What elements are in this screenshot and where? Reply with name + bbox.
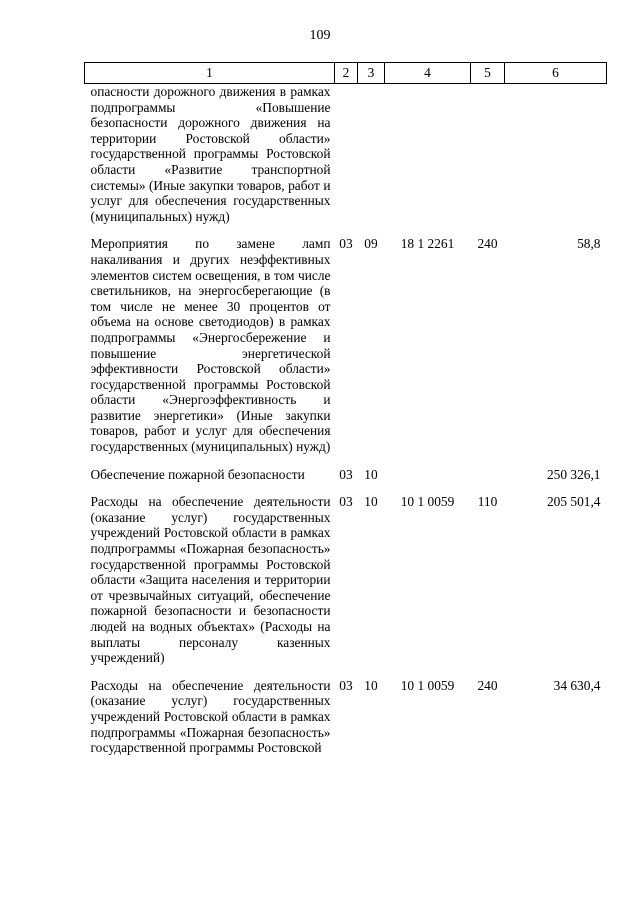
row-amount: 34 630,4 [553, 677, 601, 693]
row-subsection-code: 09 [364, 236, 378, 252]
row-amount: 58,8 [577, 236, 601, 252]
row-target-article: 10 1 0059 [400, 677, 455, 693]
row-expense-type [471, 455, 505, 483]
row-section-code: 03 [339, 236, 353, 252]
header-cell-4: 4 [385, 63, 471, 84]
header-cell-1: 1 [85, 63, 335, 84]
page-number: 109 [309, 28, 331, 43]
table-row [85, 455, 607, 483]
header-cell-2: 2 [335, 63, 358, 84]
row-amount [505, 84, 607, 225]
table-row [85, 224, 607, 454]
row-target-article [385, 455, 471, 483]
row-section-code: 03 [339, 466, 353, 482]
row-description: Расходы на обеспечение деятельности (оказание услуг) государственных учреждений Ростовской области в рамках подпрограммы «Пожарная безопасность» государственной программы Ростовской области «Защита населения и территории от чрезвычайных ситуаций, обеспечение пожарной безопасности и безопасности людей на водных объектах» (Расходы на выплаты персоналу казенных учреждений) [90, 494, 331, 666]
row-subsection-code [358, 84, 385, 225]
row-target-article: 18 1 2261 [400, 236, 455, 252]
row-description: Расходы на обеспечение деятельности (оказание услуг) государственных учреждений Ростовской области в рамках подпрограммы «Пожарная безопасность» государственной программы Ростовской [90, 677, 331, 756]
row-expense-type [471, 84, 505, 225]
row-section-code: 03 [339, 494, 353, 510]
row-description: Мероприятия по замене ламп накаливания и других неэффективных элементов систем освещения, в том числе светильников, на энергосберегающие (в том числе не менее 30 процентов от объема на основе светодиодов) в рамках подпрограммы «Энергосбережение и повышение энергетической эффективности Ростовской области» государственной программы Ростовской области «Энергоэффективность и развитие энергетики» (Иные закупки товаров, работ и услуг для обеспечения государственных (муниципальных) нужд) [90, 236, 331, 455]
row-section-code: 03 [339, 677, 353, 693]
table-row [85, 84, 607, 225]
row-amount: 205 501,4 [546, 494, 601, 510]
row-amount: 250 326,1 [546, 466, 601, 482]
table-row [85, 482, 607, 666]
table-row [85, 666, 607, 756]
row-target-article: 10 1 0059 [400, 494, 455, 510]
row-expense-type: 110 [477, 494, 498, 510]
row-description: опасности дорожного движения в рамках подпрограммы «Повышение безопасности дорожного движения на территории Ростовской области» государственной программы Ростовской области «Развитие транспортной системы» (Иные закупки товаров, работ и услуг для обеспечения государственных (муниципальных) нужд) [90, 84, 331, 224]
header-cell-6: 6 [505, 63, 607, 84]
row-subsection-code: 10 [364, 466, 378, 482]
row-target-article [385, 84, 471, 225]
header-cell-3: 3 [358, 63, 385, 84]
row-expense-type: 240 [477, 236, 498, 252]
header-cell-5: 5 [471, 63, 505, 84]
table-header-row [85, 63, 607, 84]
row-subsection-code: 10 [364, 494, 378, 510]
row-section-code [335, 84, 358, 225]
budget-table [84, 62, 607, 756]
row-subsection-code: 10 [364, 677, 378, 693]
row-description: Обеспечение пожарной безопасности [90, 466, 305, 482]
row-expense-type: 240 [477, 677, 498, 693]
